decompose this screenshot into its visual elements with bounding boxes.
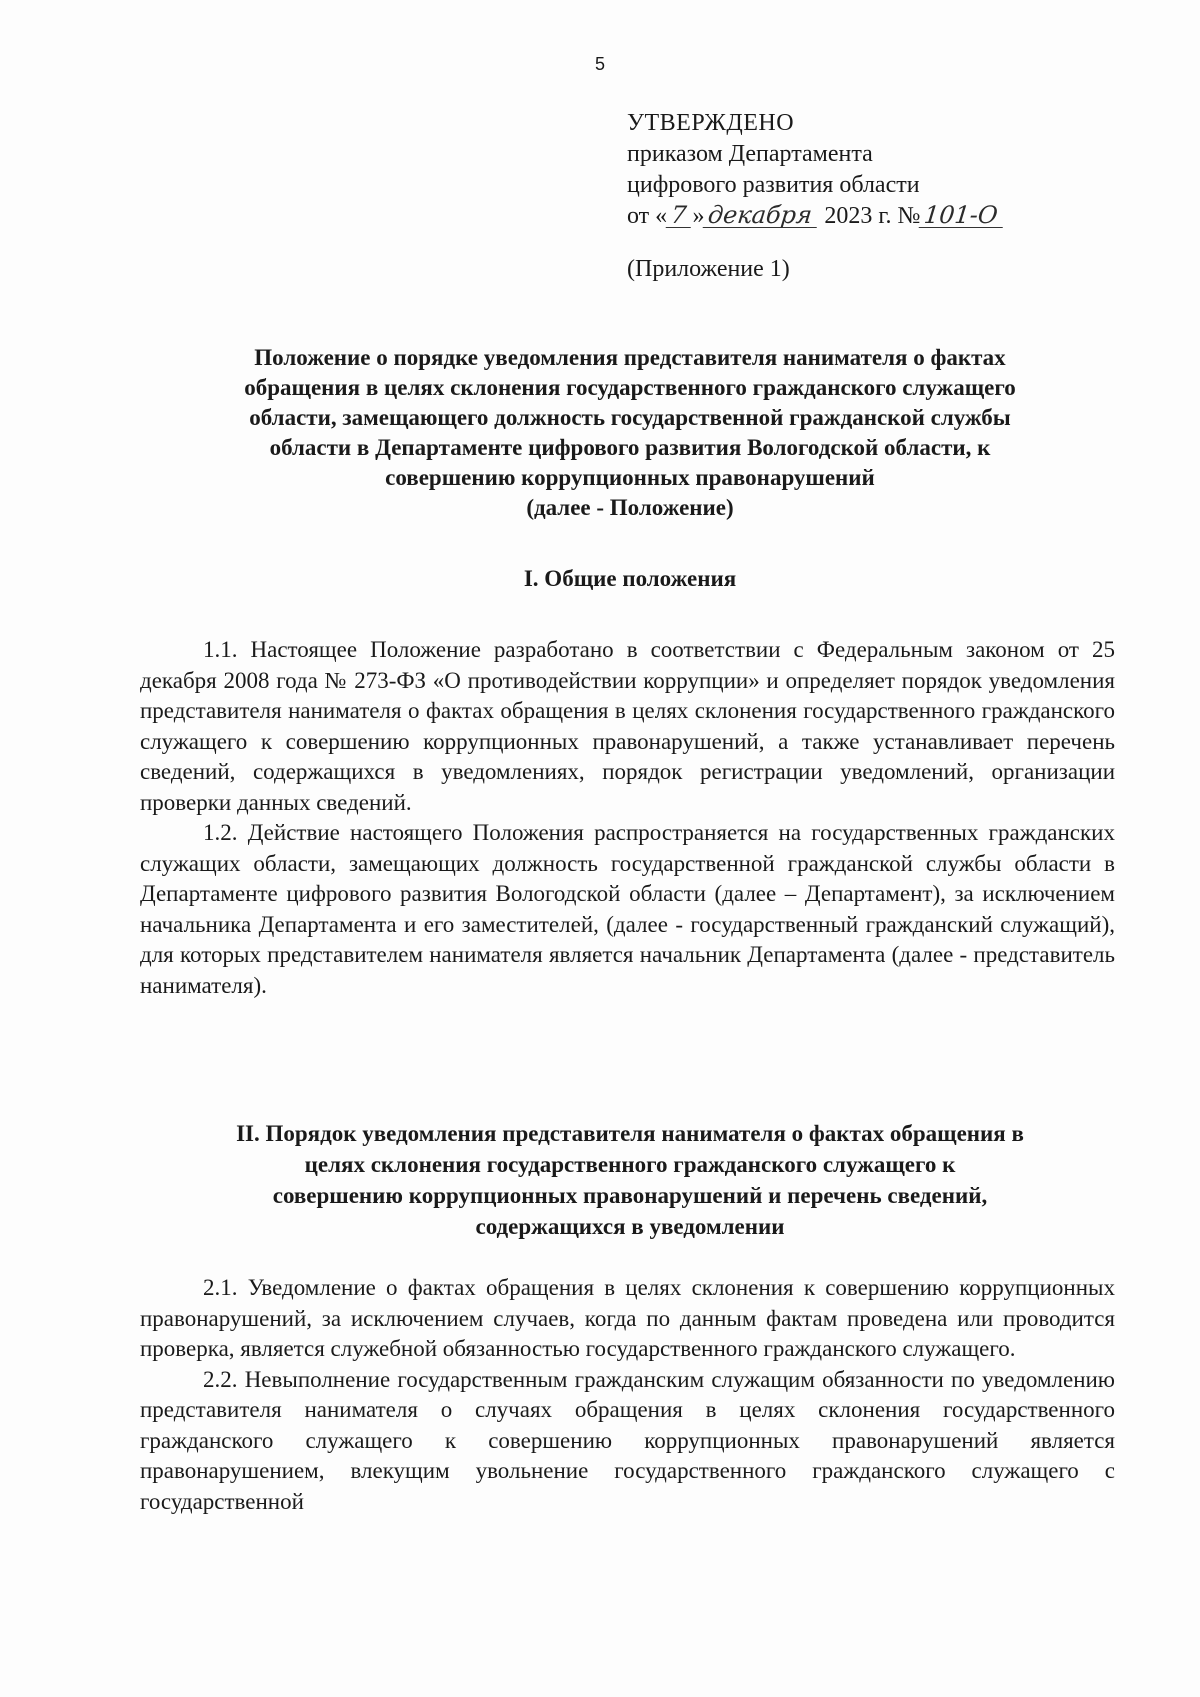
approval-block [627, 108, 1147, 285]
date-year: 2023 г. № [818, 203, 921, 229]
section-2-heading [140, 1118, 1120, 1242]
title-line-2: обращения в целях склонения государственного гражданского служащего [244, 375, 1016, 400]
section-2-heading-line-1: II. Порядок уведомления представителя нанимателя о фактах обращения в [236, 1121, 1024, 1146]
section-2-body [140, 1273, 1115, 1517]
title-line-6: (далее - Положение) [526, 495, 734, 520]
approval-line-2: цифрового развития области [627, 172, 920, 198]
handwritten-day: 7 [666, 203, 694, 228]
section-1-heading: I. Общие положения [523, 566, 737, 591]
paragraph-2-1: 2.1. Уведомление о фактах обращения в целях склонения к совершению коррупционных правонарушений, за исключением случаев, когда по данным фактам проведена или проводится проверка, является служебной обязанностью государственного гражданского служащего. [140, 1275, 1115, 1361]
title-line-4: области в Департаменте цифрового развития Вологодской области, к [269, 435, 991, 460]
title-line-1: Положение о порядке уведомления представителя нанимателя о фактах [254, 345, 1006, 370]
paragraph-2-2: 2.2. Невыполнение государственным гражданским служащим обязанности по уведомлению представителя нанимателя о случаях обращения в целях склонения государственного гражданского служащего к совершению коррупционных правонарушений является правонарушением, влекущим увольнение государственного гражданского служащего с государственной [140, 1366, 1115, 1514]
section-2-heading-line-3: совершению коррупционных правонарушений и перечень сведений, [272, 1183, 988, 1208]
section-2-heading-line-4: содержащихся в уведомлении [475, 1214, 785, 1239]
section-1-body [140, 635, 1115, 1001]
date-prefix: от « [627, 203, 668, 229]
annex-label: (Приложение 1) [627, 256, 790, 282]
title-line-5: совершению коррупционных правонарушений [385, 465, 875, 490]
approval-stamp: УТВЕРЖДЕНО [627, 110, 795, 136]
approval-line-1: приказом Департамента [627, 141, 873, 167]
approval-date-line [627, 201, 1147, 232]
title-line-3: области, замещающего должность государственной гражданской службы [249, 405, 1011, 430]
handwritten-month: декабря [703, 203, 820, 228]
section-2-heading-line-2: целях склонения государственного гражданского служащего к [304, 1152, 956, 1177]
paragraph-1-1: 1.1. Настоящее Положение разработано в соответствии с Федеральным законом от 25 декабря 2008 года № 273-ФЗ «О противодействии коррупции» и определяет порядок уведомления представителя нанимателя о фактах обращения в целях склонения государственного гражданского служащего к совершению коррупционных правонарушений, а также устанавливает перечень сведений, содержащихся в уведомлениях, порядок регистрации уведомлений, организации проверки данных сведений. [140, 637, 1115, 815]
date-day-close: » [692, 203, 705, 229]
page-number: 5 [594, 54, 605, 74]
paragraph-1-2: 1.2. Действие настоящего Положения распространяется на государственных гражданских служащих области, замещающих должность государственной гражданской службы области в Департаменте цифрового развития Вологодской области (далее – Департамент), за исключением начальника Департамента и его заместителей, (далее - государственный гражданский служащий), для которых представителем нанимателя является начальник Департамента (далее - представитель нанимателя). [140, 820, 1115, 998]
document-title [150, 343, 1110, 523]
handwritten-order-number: 101-О [919, 203, 1005, 228]
